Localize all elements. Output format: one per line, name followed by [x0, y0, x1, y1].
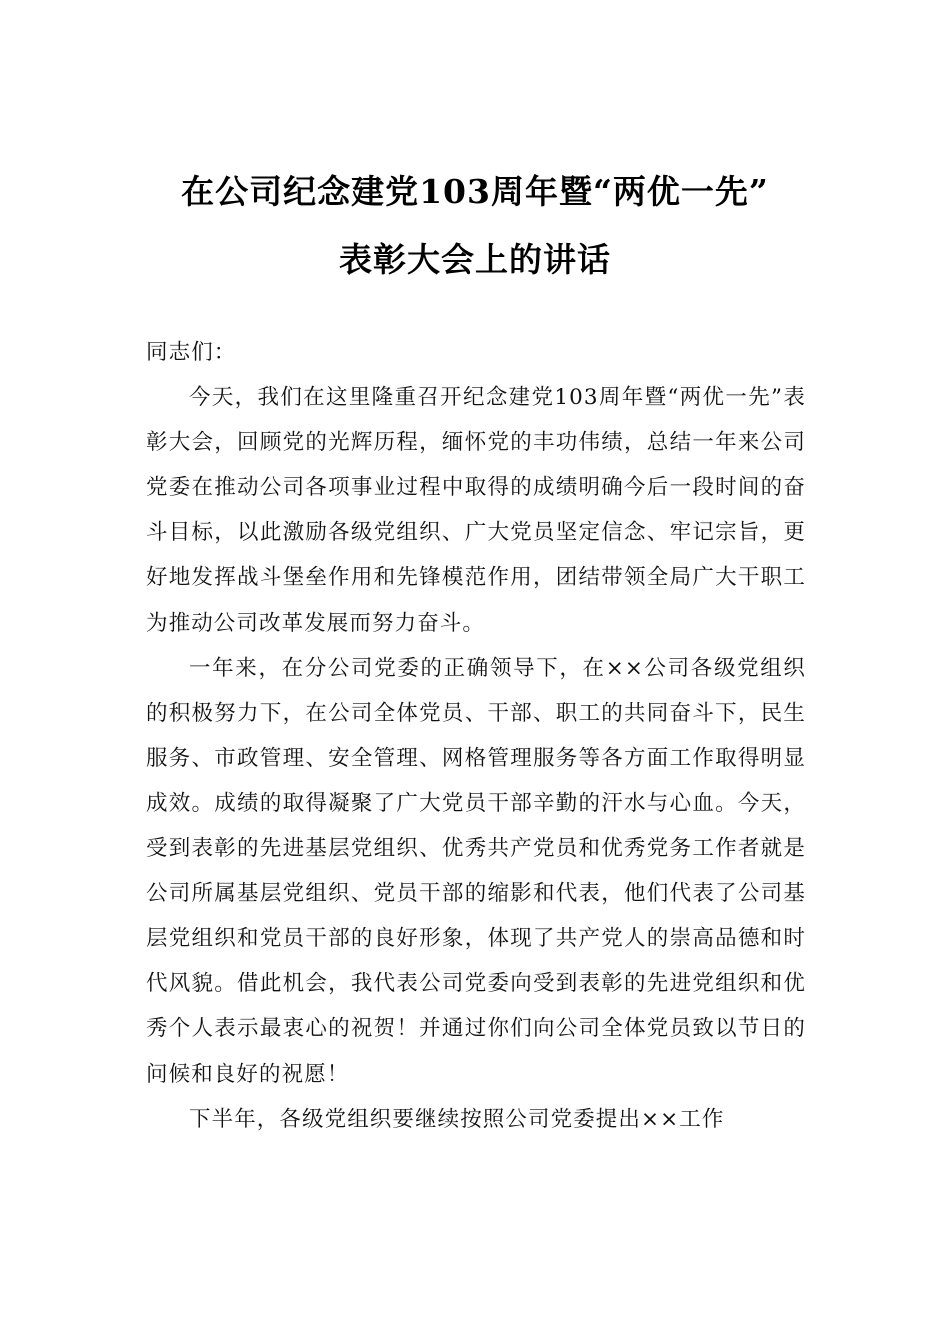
document-body: [146, 330, 806, 1142]
paragraph-3: 下半年，各级党组织要继续按照公司党委提出××工作: [189, 1106, 725, 1132]
document-title-line-1: 在公司纪念建党103周年暨“两优一先”: [181, 172, 769, 211]
document-title-line-2: 表彰大会上的讲话: [339, 240, 611, 279]
paragraph-2: 一年来，在分公司党委的正确领导下，在××公司各级党组织的积极努力下，在公司全体党员、干部、职工的共同奋斗下，民生服务、市政管理、安全管理、网格管理服务等各方面工作取得明显成效。成绩的取得凝聚了广大党员干部辛勤的汗水与心血。今天，受到表彰的先进基层党组织、优秀共产党员和优秀党务工作者就是公司所属基层党组织、党员干部的缩影和代表，他们代表了公司基层党组织和党员干部的良好形象，体现了共产党人的崇高品德和时代风貌。借此机会，我代表公司党委向受到表彰的先进党组织和优秀个人表示最衷心的祝贺！并通过你们向公司全体党员致以节日的问候和良好的祝愿！: [146, 655, 806, 1087]
salutation: 同志们：: [146, 340, 237, 365]
paragraph-1: 今天，我们在这里隆重召开纪念建党103周年暨“两优一先”表彰大会，回顾党的光辉历程，缅怀党的丰功伟绩，总结一年来公司党委在推动公司各项事业过程中取得的成绩明确今后一段时间的奋斗目标，以此激励各级党组织、广大党员坚定信念、牢记宗旨，更好地发挥战斗堡垒作用和先锋模范作用，团结带领全局广大干职工为推动公司改革发展而努力奋斗。: [146, 385, 806, 636]
